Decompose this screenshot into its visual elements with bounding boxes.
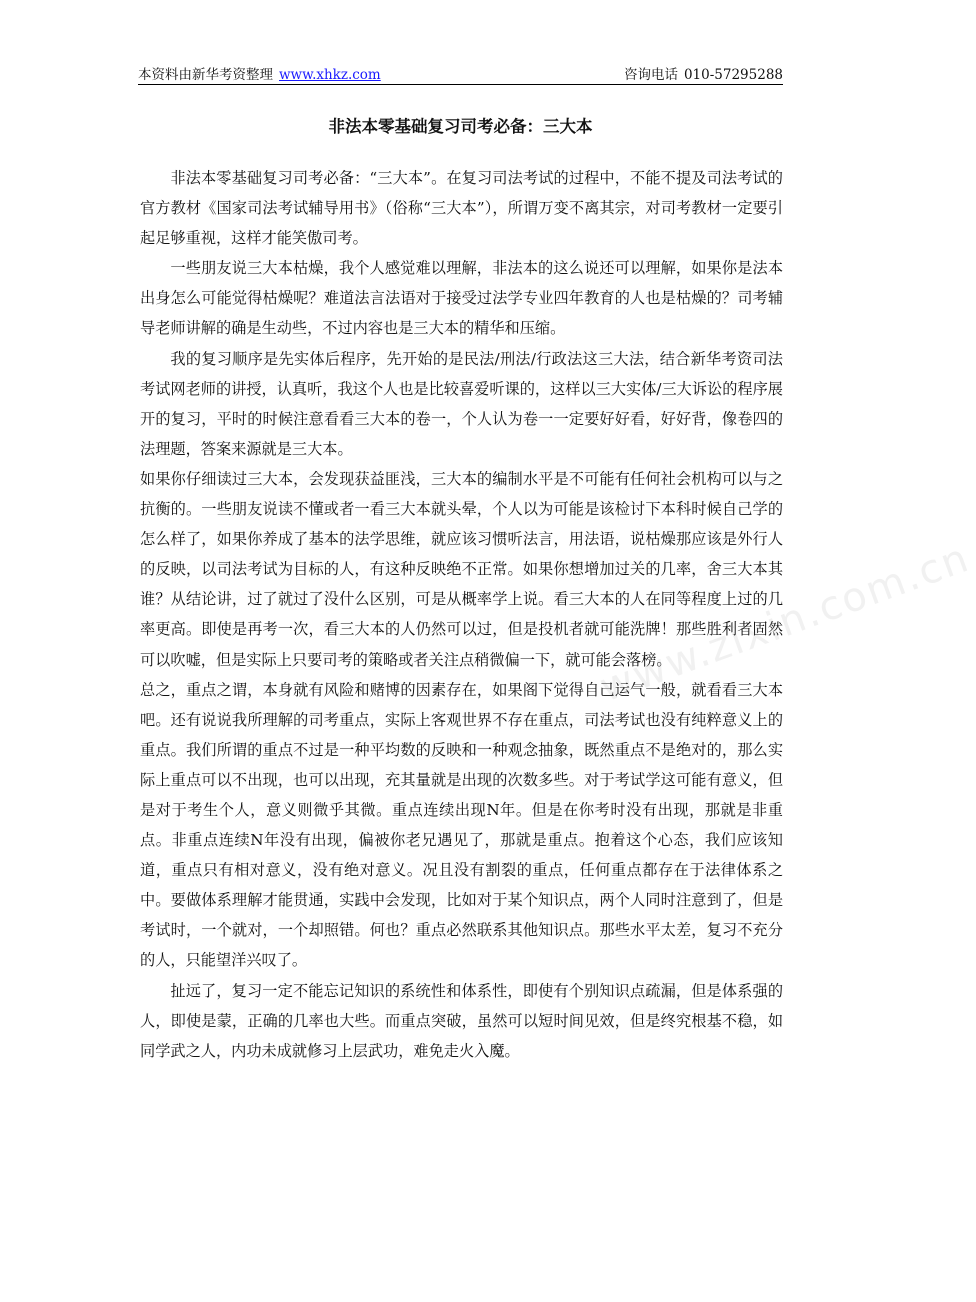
contact-label: 咨询电话 — [623, 67, 678, 83]
paragraph-study-order: 我的复习顺序是先实体后程序，先开始的是民法/刑法/行政法这三大法，结合新华考资司法考试网老师的讲授，认真听，我这个人也是比较喜爱听课的，这样以三大实体/三大诉讼的程序展开的复习，平时的时候注意看看三大本的卷一，个人认为卷一一定要好好看，好好背，像卷四的法理题，答案来源就是三大本。 — [140, 349, 783, 458]
document-body — [140, 163, 783, 1066]
paragraph-intro: 非法本零基础复习司考必备：“三大本”。在复习司法考试的过程中，不能不提及司法考试的官方教材《国家司法考试辅导用书》（俗称“三大本”），所谓万变不离其宗，对司考教材一定要引起足够重视，这样才能笑傲司考。 — [140, 169, 783, 248]
website-link[interactable]: www.xhkz.com — [279, 67, 381, 83]
header-contact — [624, 65, 783, 85]
paragraph-boring: 一些朋友说三大本枯燥，我个人感觉难以理解，非法本的这么说还可以理解，如果你是法本出身怎么可能觉得枯燥呢？难道法言法语对于接受过法学专业四年教育的人也是枯燥的？司考辅导老师讲解的确是生动些，不过内容也是三大本的精华和压缩。 — [140, 259, 783, 338]
watermark: www.zixin.com.cn — [593, 534, 976, 712]
header-source — [138, 65, 381, 85]
paragraph-careful-reading: 如果你仔细读过三大本，会发现获益匪浅，三大本的编制水平是不可能有任何社会机构可以与之抗衡的。一些朋友说读不懂或者一看三大本就头晕，个人以为可能是该检讨下本科时候自己学的怎么样了，如果你养成了基本的法学思维，就应该习惯听法言，用法语，说枯燥那应该是外行人的反映，以司法考试为目标的人，有这种反映绝不正常。如果你想增加过关的几率，舍三大本其谁？从结论讲，过了就过了没什么区别，可是从概率学上说。看三大本的人在同等程度上过的几率更高。即使是再考一次，看三大本的人仍然可以过，但是投机者就可能洗牌！那些胜利者固然可以吹嘘，但是实际上只要司考的策略或者关注点稍微偏一下，就可能会落榜。 — [140, 469, 783, 669]
paragraph-conclusion: 扯远了，复习一定不能忘记知识的系统性和体系性，即使有个别知识点疏漏，但是体系强的人，即使是蒙，正确的几率也大些。而重点突破，虽然可以短时间见效，但是终究根基不稳，如同学武之人，内功未成就修习上层武功，难免走火入魔。 — [140, 981, 783, 1060]
paragraph-key-points: 总之，重点之谓，本身就有风险和赌博的因素存在，如果阁下觉得自己运气一般，就看看三大本吧。还有说说我所理解的司考重点，实际上客观世界不存在重点，司法考试也没有纯粹意义上的重点。我们所谓的重点不过是一种平均数的反映和一种观念抽象，既然重点不是绝对的，那么实际上重点可以不出现，也可以出现，充其量就是出现的次数多些。对于考试学这可能有意义，但是对于考生个人，意义则微乎其微。重点连续出现N年。但是在你考时没有出现，那就是非重点。非重点连续N年没有出现，偏被你老兄遇见了，那就是重点。抱着这个心态，我们应该知道，重点只有相对意义，没有绝对意义。况且没有割裂的重点，任何重点都存在于法律体系之中。要做体系理解才能贯通，实践中会发现，比如对于某个知识点，两个人同时注意到了，但是考试时，一个就对，一个却照错。何也？重点必然联系其他知识点。那些水平太差，复习不充分的人，只能望洋兴叹了。 — [140, 680, 783, 970]
page-header — [138, 62, 783, 85]
header-source-text: 本资料由新华考资整理 — [138, 67, 273, 83]
contact-phone: 010-57295288 — [683, 67, 783, 83]
document-title: 非法本零基础复习司考必备：三大本 — [328, 117, 593, 136]
